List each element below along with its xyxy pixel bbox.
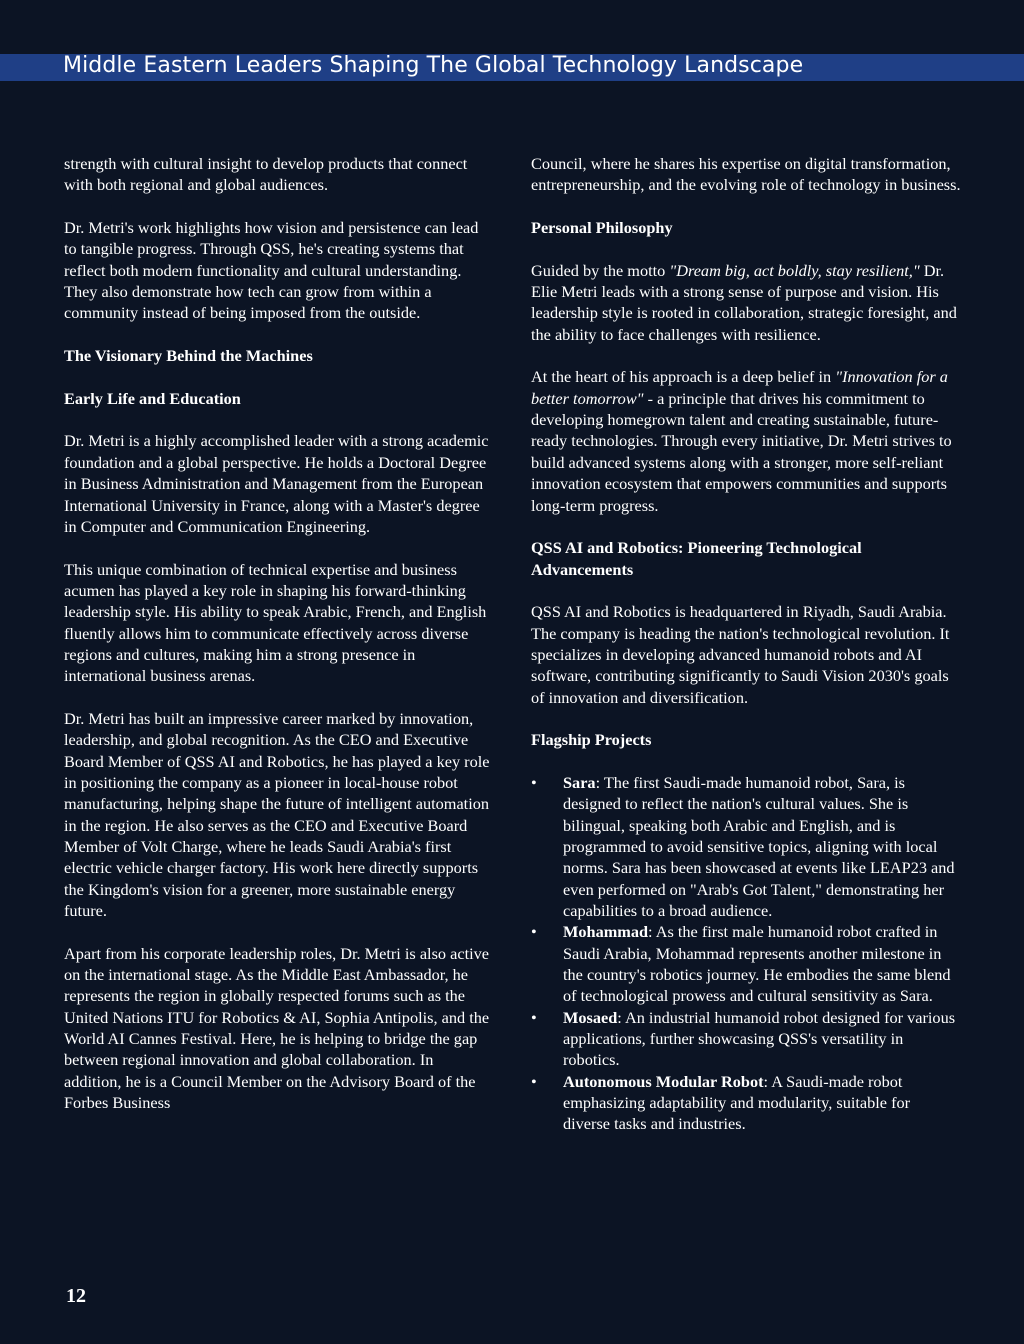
paragraph bbox=[531, 260, 961, 345]
project-description: : As the first male humanoid robot crafted in Saudi Arabia, Mohammad represents another milestone in the country's robotics journey. He embodies the same blend of technological prowess and cultural sensitivity as Sara. bbox=[563, 922, 951, 1006]
section-heading: The Visionary Behind the Machines bbox=[64, 346, 313, 366]
list-item bbox=[531, 1071, 961, 1135]
section-heading: QSS AI and Robotics: Pioneering Technological Advancements bbox=[531, 538, 862, 579]
flagship-projects-list bbox=[531, 772, 961, 1135]
page-number: 12 bbox=[66, 1285, 86, 1307]
bullet-icon: • bbox=[531, 922, 537, 942]
paragraph: Dr. Metri is a highly accomplished leader with a strong academic foundation and a global perspective. He holds a Doctoral Degree in Business Administration and Management from the European International University in France, along with a Master's degree in Computer and Communication Engineering. bbox=[64, 431, 489, 536]
paragraph: strength with cultural insight to develop products that connect with both regional and global audiences. bbox=[64, 154, 468, 195]
section-heading: Flagship Projects bbox=[531, 730, 652, 750]
page-header-title: Middle Eastern Leaders Shaping The Global Technology Landscape bbox=[63, 53, 804, 78]
paragraph: This unique combination of technical expertise and business acumen has played a key role in shaping his forward-thinking leadership style. His ability to speak Arabic, French, and English fluently allows him to communicate effectively across diverse regions and cultures, making him a strong presence in international business arenas. bbox=[64, 559, 487, 686]
bullet-icon: • bbox=[531, 772, 537, 792]
motto-quote: "Dream big, act boldly, stay resilient," bbox=[669, 260, 920, 280]
project-name: Mohammad bbox=[563, 922, 649, 942]
list-item bbox=[531, 1007, 961, 1071]
right-column bbox=[531, 153, 961, 1135]
bullet-icon: • bbox=[531, 1071, 537, 1091]
left-column bbox=[64, 153, 494, 1135]
paragraph bbox=[531, 366, 961, 515]
list-item bbox=[531, 921, 961, 1006]
list-item bbox=[531, 772, 961, 921]
paragraph-text: Guided by the motto bbox=[531, 260, 670, 280]
paragraph: Dr. Metri has built an impressive career marked by innovation, leadership, and global recognition. As the CEO and Executive Board Member of QSS AI and Robotics, he has played a key role in positioning the company as a pioneer in local-house robot manufacturing, helping shape the future of intelligent automation in the region. He also serves as the CEO and Executive Board Member of Volt Charge, where he leads Saudi Arabia's first electric vehicle charger factory. His work here directly supports the Kingdom's vision for a greener, more sustainable energy future. bbox=[64, 708, 490, 921]
project-description: : The first Saudi-made humanoid robot, Sara, is designed to reflect the nation's cultural values. She is bilingual, speaking both Arabic and English, and is programmed to avoid sensitive topics, aligning with local norms. Sara has been showcased at events like LEAP23 and even performed on "Arab's Got Talent," demonstrating her capabilities to a broad audience. bbox=[563, 772, 955, 921]
paragraph-text: At the heart of his approach is a deep belief in bbox=[531, 367, 836, 387]
project-description: : A Saudi-made robot emphasizing adaptability and modularity, suitable for diverse tasks and industries. bbox=[563, 1071, 911, 1134]
project-name: Autonomous Modular Robot bbox=[563, 1071, 764, 1091]
section-heading: Personal Philosophy bbox=[531, 218, 673, 238]
paragraph: Dr. Metri's work highlights how vision and persistence can lead to tangible progress. Through QSS, he's creating systems that reflect both modern functionality and cultural understanding. They also demonstrate how tech can grow from within a community instead of being imposed from the outside. bbox=[64, 218, 479, 323]
principle-quote: "Innovation for a better tomorrow" bbox=[531, 367, 948, 408]
paragraph: QSS AI and Robotics is headquartered in Riyadh, Saudi Arabia. The company is heading the nation's technological revolution. It specializes in developing advanced humanoid robots and AI software, contributing significantly to Saudi Vision 2030's goals of innovation and diversification. bbox=[531, 602, 950, 707]
bullet-icon: • bbox=[531, 1007, 537, 1027]
paragraph: Council, where he shares his expertise on digital transformation, entrepreneurship, and the evolving role of technology in business. bbox=[531, 154, 961, 195]
paragraph: Apart from his corporate leadership roles, Dr. Metri is also active on the international stage. As the Middle East Ambassador, he represents the region in globally respected forums such as the United Nations ITU for Robotics & AI, Sophia Antipolis, and the World AI Cannes Festival. Here, he is helping to bridge the gap between regional innovation and global collaboration. In addition, he is a Council Member on the Advisory Board of the Forbes Business bbox=[64, 943, 490, 1113]
paragraph-text: - a principle that drives his commitment to developing homegrown talent and creating sustainable, future-ready technologies. Through every initiative, Dr. Metri strives to build advanced systems along with a stronger, more self-reliant innovation ecosystem that empowers communities and supports long-term progress. bbox=[531, 388, 952, 515]
project-name: Sara bbox=[563, 772, 596, 792]
project-name: Mosaed bbox=[563, 1007, 618, 1027]
section-heading: Early Life and Education bbox=[64, 388, 241, 408]
project-description: : An industrial humanoid robot designed for various applications, further showcasing QSS's versatility in robotics. bbox=[563, 1007, 956, 1070]
paragraph-text: Dr. Elie Metri leads with a strong sense of purpose and vision. His leadership style is rooted in collaboration, strategic foresight, and the ability to face challenges with resilience. bbox=[531, 260, 957, 344]
